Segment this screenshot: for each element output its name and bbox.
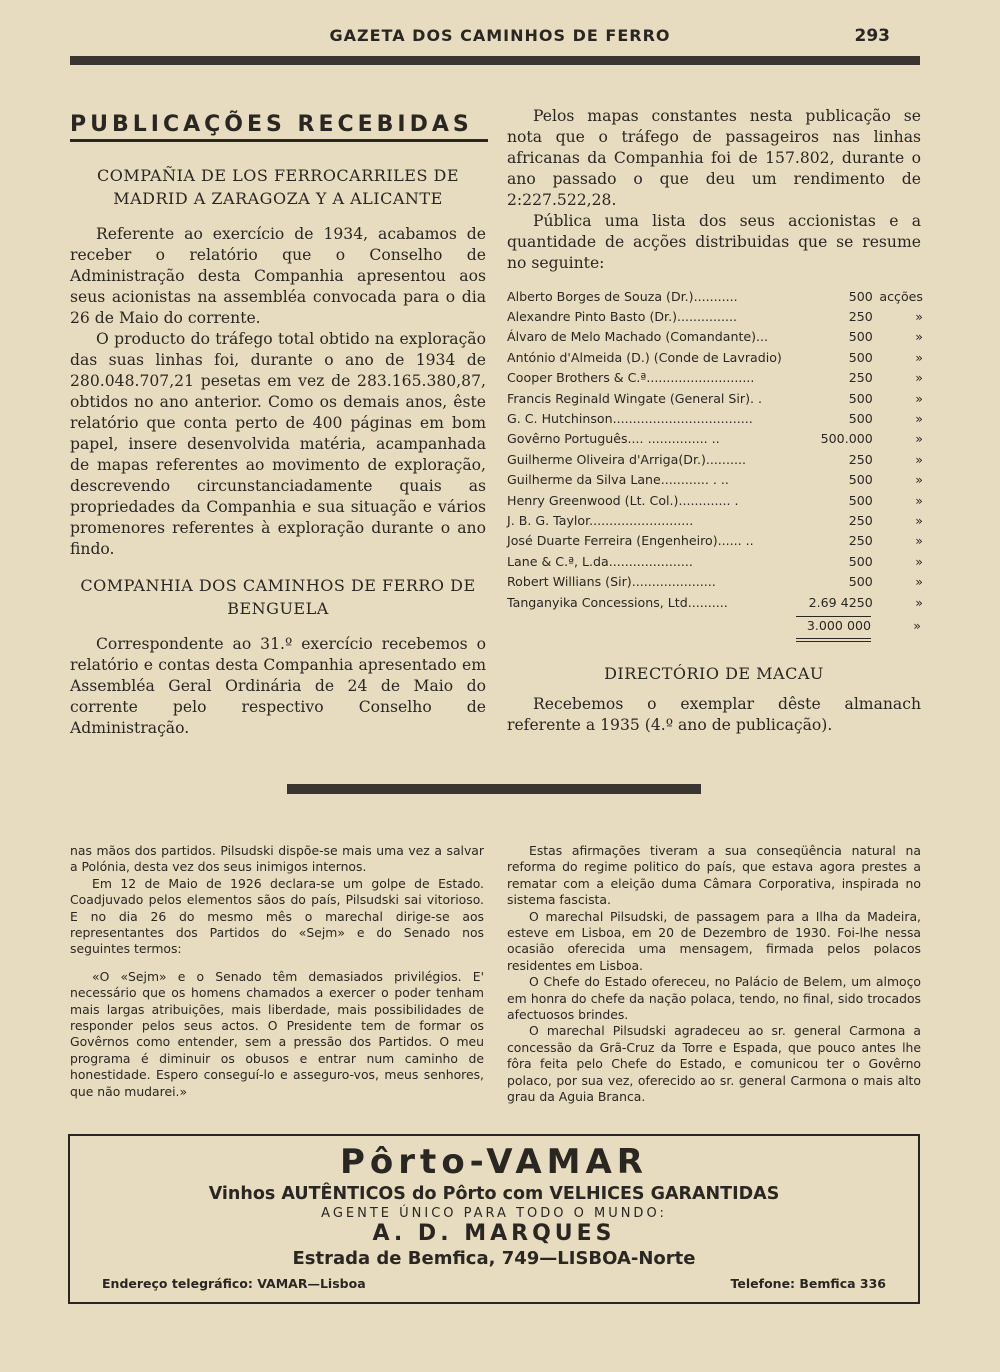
shareholder-name: Cooper Brothers & C.ª bbox=[507, 370, 647, 386]
share-unit: » bbox=[915, 512, 923, 528]
total-quantity: 3.000 000 bbox=[806, 618, 871, 633]
article-paragraph: Referente ao exercício de 1934, acabamos de receber o relatório que o Conselho de Administração desta Companhia apresentou aos seus acionistas na assembléa convocada para o dia 26 de Maio do corrente. bbox=[70, 225, 486, 327]
advertisement bbox=[68, 1134, 920, 1304]
shareholder-name: Francis Reginald Wingate (General Sir) bbox=[507, 390, 751, 406]
total-unit: » bbox=[913, 618, 921, 633]
share-quantity: 250 bbox=[848, 451, 873, 467]
shareholder-name-cell bbox=[507, 531, 797, 551]
shareholder-name-cell bbox=[507, 408, 797, 428]
share-unit: » bbox=[915, 309, 923, 325]
share-quantity: 500 bbox=[848, 288, 873, 304]
shareholder-row bbox=[507, 286, 923, 306]
shareholder-name-cell bbox=[507, 388, 797, 408]
share-unit: » bbox=[915, 370, 923, 386]
share-quantity: 500 bbox=[848, 329, 873, 345]
shareholder-name: Guilherme da Silva Lane bbox=[507, 472, 661, 488]
shareholder-row bbox=[507, 571, 923, 591]
shareholder-name-cell bbox=[507, 347, 797, 367]
article-paragraph: O marechal Pilsudski, de passagem para a Ilha da Madeira, esteve em Lisboa, em 20 de Dezembro de 1930. Foi-lhe nessa ocasião oferecida uma mensagem, firmada pelos polacos residentes em Lisboa. bbox=[507, 908, 921, 973]
shareholder-row bbox=[507, 306, 923, 326]
share-quantity: 500 bbox=[848, 472, 873, 488]
share-quantity: 500 bbox=[848, 574, 873, 590]
share-unit: » bbox=[915, 594, 923, 610]
dot-leader: ........................... bbox=[646, 370, 755, 386]
ad-telegraph: Endereço telegráfico: VAMAR—Lisboa bbox=[102, 1276, 366, 1291]
total-double-rule bbox=[796, 638, 871, 642]
shareholder-name-cell bbox=[507, 571, 797, 591]
right-column-lower bbox=[507, 662, 921, 736]
shareholder-name-cell bbox=[507, 429, 797, 449]
page-number: 293 bbox=[854, 26, 890, 46]
share-unit: » bbox=[915, 390, 923, 406]
shareholder-name-cell bbox=[507, 327, 797, 347]
shareholder-name-cell bbox=[507, 510, 797, 530]
shareholder-row bbox=[507, 347, 923, 367]
article-paragraph: Estas afirmações tiveram a sua conseqüência natural na reforma do regime politico do país, que estava agora prestes a rematar com a eleição duma Câmara Corporativa, inspirada no sistema fascista. bbox=[507, 843, 921, 908]
article-paragraph: Recebemos o exemplar dêste almanach referente a 1935 (4.º ano de publicação). bbox=[507, 695, 921, 734]
ad-phone: Telefone: Bemfica 336 bbox=[730, 1276, 886, 1291]
article-paragraph: Pelos mapas constantes nesta publicação se nota que o tráfego de passageiros nas linhas africanas da Companhia foi de 157.802, durante o ano passado o que deu um rendimento de 2:227.522,28. bbox=[507, 107, 921, 209]
dot-leader: ............ . .. bbox=[660, 472, 729, 488]
shareholder-row bbox=[507, 388, 923, 408]
shareholder-name: G. C. Hutchinson bbox=[507, 411, 613, 427]
share-quantity: 500 bbox=[848, 492, 873, 508]
shareholder-name: Henry Greenwood (Lt. Col.) bbox=[507, 492, 679, 508]
shareholder-row bbox=[507, 368, 923, 388]
dot-leader: ...... .. bbox=[717, 533, 754, 549]
shareholder-name: Tanganyika Concessions, Ltd bbox=[507, 594, 688, 610]
shareholder-name: Guilherme Oliveira d'Arriga(Dr.) bbox=[507, 451, 706, 467]
section-title: PUBLICAÇÕES RECEBIDAS bbox=[70, 112, 488, 142]
ad-address: Estrada de Bemfica, 749—LISBOA-Norte bbox=[292, 1248, 696, 1269]
share-quantity: 500 bbox=[848, 349, 873, 365]
shareholder-row bbox=[507, 510, 923, 530]
dot-leader: . . bbox=[750, 390, 763, 406]
dot-leader: ..................... bbox=[608, 553, 693, 569]
share-quantity: 2.69 4250 bbox=[808, 594, 873, 610]
share-quantity: 500 bbox=[848, 411, 873, 427]
dot-leader: ........... bbox=[693, 288, 738, 304]
share-unit: » bbox=[915, 472, 923, 488]
shareholder-name-cell bbox=[507, 470, 797, 490]
share-unit: » bbox=[915, 329, 923, 345]
dot-leader: ............... bbox=[677, 309, 738, 325]
share-unit: acções bbox=[879, 288, 923, 304]
share-unit: » bbox=[915, 349, 923, 365]
right-column bbox=[507, 106, 921, 274]
dot-leader: .... ............... .. bbox=[627, 431, 720, 447]
shareholder-name: António d'Almeida (D.) (Conde de Lavradio) bbox=[507, 349, 782, 365]
article-title: DIRECTÓRIO DE MACAU bbox=[604, 664, 824, 683]
dot-leader: .......................... bbox=[589, 512, 694, 528]
quotation: «O «Sejm» e o Senado têm demasiados privilégios. E' necessário que os homens chamados a exercer o poder tenham mais largas atribuições, mais liberdade, mais possibilidades de responder pelos seus actos. O Presidente tem de formar os Govêrnos como entender, sem a pressão dos Partidos. O meu programa é diminuir os obusos e entrar num caminho de honestidade. Espero conseguí-lo e asseguro-vos, meus senhores, que não mudarei.» bbox=[70, 968, 484, 1099]
shareholder-name-cell bbox=[507, 306, 797, 326]
article-title: COMPANHIA DOS CAMINHOS DE FERRO DE BENGUELA bbox=[80, 576, 476, 618]
share-quantity: 250 bbox=[848, 533, 873, 549]
article-paragraph: Em 12 de Maio de 1926 declara-se um golpe de Estado. Coadjuvado pelos elementos sãos do país, Pilsudski sai vitorioso. E no dia 26 do mesmo mês o marechal dirige-se aos representantes dos Partidos do «Sejm» e do Senado nos seguintes termos: bbox=[70, 875, 484, 957]
shareholder-name-cell bbox=[507, 592, 797, 612]
article-paragraph: O marechal Pilsudski agradeceu ao sr. general Carmona a concessão da Grã-Cruz da Torre e Espada, que pouco antes lhe fôra feita pelo Chefe do Estado, e comunicou ter o Govêrno polaco, por sua vez, oferecido ao sr. general Carmona o mais alto grau da Aguia Branca. bbox=[507, 1023, 921, 1105]
share-unit: » bbox=[915, 451, 923, 467]
article-paragraph: Correspondente ao 31.º exercício recebemos o relatório e contas desta Companhia apresentado em Assembléa Geral Ordinária de 24 de Maio do corrente pelo respectivo Conselho de Administração. bbox=[70, 635, 486, 737]
left-column bbox=[70, 164, 486, 739]
shareholder-name-cell bbox=[507, 490, 797, 510]
article-paragraph: O producto do tráfego total obtido na exploração das suas linhas foi, durante o ano de 1934 de 280.048.707,21 pesetas em vez de 283.165.380,87, obtidos no ano anterior. Como os demais anos, êste relatório que conta perto de 400 páginas em bom papel, insere desenvolvida matéria, acampanhada de mapas referentes ao movimento de exploração, descrevendo circunstanciadamente quais as propriedades da Companhia e sua situação e vários promenores referentes à exploração durante o ano findo. bbox=[70, 330, 486, 558]
ad-tagline: Vinhos AUTÊNTICOS do Pôrto com VELHICES GARANTIDAS bbox=[208, 1184, 780, 1204]
ad-agent-name: A. D. MARQUES bbox=[372, 1221, 616, 1246]
journal-title: GAZETA DOS CAMINHOS DE FERRO bbox=[329, 26, 671, 45]
shareholder-row bbox=[507, 470, 923, 490]
shareholder-name: Robert Willians (Sir) bbox=[507, 574, 632, 590]
total-underline bbox=[796, 616, 871, 617]
dot-leader: ... bbox=[756, 329, 769, 345]
section-separator bbox=[287, 784, 701, 794]
dot-leader: .......... bbox=[705, 451, 746, 467]
shareholder-row bbox=[507, 449, 923, 469]
shareholder-name: Álvaro de Melo Machado (Comandante) bbox=[507, 329, 757, 345]
share-unit: » bbox=[915, 533, 923, 549]
total-row bbox=[796, 618, 921, 633]
dot-leader: ............. . bbox=[678, 492, 739, 508]
shareholder-name: Alexandre Pinto Basto (Dr.) bbox=[507, 309, 677, 325]
share-unit: » bbox=[915, 574, 923, 590]
shareholder-row bbox=[507, 531, 923, 551]
article-title: COMPAÑIA DE LOS FERROCARRILES DE MADRID A ZARAGOZA Y A ALICANTE bbox=[97, 166, 459, 208]
dot-leader: .......... bbox=[687, 594, 728, 610]
share-quantity: 500 bbox=[848, 390, 873, 406]
shareholder-name: J. B. G. Taylor bbox=[507, 512, 590, 528]
lower-right-column bbox=[507, 843, 921, 1106]
share-unit: » bbox=[915, 431, 923, 447]
article-paragraph: O Chefe do Estado ofereceu, no Palácio de Belem, um almoço em honra do chefe da nação polaca, tendo, no final, sido trocados afectuosos brindes. bbox=[507, 974, 921, 1023]
share-unit: » bbox=[915, 553, 923, 569]
shareholder-row bbox=[507, 429, 923, 449]
article-paragraph: Pública uma lista dos seus accionistas e a quantidade de acções distribuidas que se resume no seguinte: bbox=[507, 212, 921, 272]
shareholder-row bbox=[507, 551, 923, 571]
dot-leader: ..................... bbox=[631, 574, 716, 590]
shareholder-row bbox=[507, 327, 923, 347]
shareholder-name: José Duarte Ferreira (Engenheiro) bbox=[507, 533, 718, 549]
shareholder-name: Lane & C.ª, L.da bbox=[507, 553, 609, 569]
shareholder-name-cell bbox=[507, 449, 797, 469]
share-quantity: 500 bbox=[848, 553, 873, 569]
shareholder-name-cell bbox=[507, 286, 797, 306]
shareholder-name: Govêrno Português bbox=[507, 431, 628, 447]
dot-leader: ................................... bbox=[612, 411, 753, 427]
shareholder-name: Alberto Borges de Souza (Dr.) bbox=[507, 288, 694, 304]
header-rule bbox=[70, 56, 920, 65]
share-quantity: 250 bbox=[848, 370, 873, 386]
share-unit: » bbox=[915, 411, 923, 427]
share-quantity: 250 bbox=[848, 309, 873, 325]
article-paragraph: nas mãos dos partidos. Pilsudski dispõe-se mais uma vez a salvar a Polónia, desta vez dos seus inimigos internos. bbox=[70, 843, 484, 875]
shareholder-row bbox=[507, 408, 923, 428]
ad-agent-label: AGENTE ÚNICO PARA TODO O MUNDO: bbox=[321, 1206, 667, 1221]
share-unit: » bbox=[915, 492, 923, 508]
shareholder-name-cell bbox=[507, 368, 797, 388]
share-quantity: 250 bbox=[848, 512, 873, 528]
shareholder-name-cell bbox=[507, 551, 797, 571]
ad-brand: Pôrto-VAMAR bbox=[340, 1142, 648, 1182]
share-quantity: 500.000 bbox=[820, 431, 873, 447]
shareholder-row bbox=[507, 490, 923, 510]
lower-left-column bbox=[70, 843, 484, 1100]
shareholders-table bbox=[507, 286, 923, 612]
shareholder-row bbox=[507, 592, 923, 612]
